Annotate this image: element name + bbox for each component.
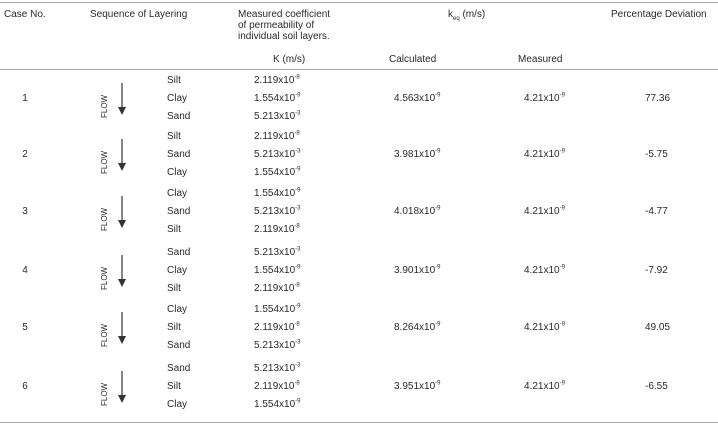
exponent: -9: [559, 380, 565, 387]
mantissa: 2.119x10: [254, 283, 295, 294]
layer-name: Sand: [167, 149, 191, 160]
mantissa: 3.951x10: [394, 381, 436, 392]
flow-label: FLOW: [100, 323, 109, 347]
table-top-rule: [0, 2, 718, 3]
exponent: -8: [294, 380, 300, 387]
calculated-keq: [394, 206, 441, 218]
calculated-keq: [394, 265, 441, 277]
mantissa: 5.213x10: [254, 340, 296, 351]
layer-name: Clay: [167, 265, 188, 276]
table-bottom-rule: [0, 422, 718, 423]
exponent: -9: [295, 92, 301, 99]
mantissa: 4.21x10: [524, 149, 560, 160]
mantissa: 5.213x10: [254, 149, 296, 160]
k-value: [254, 131, 300, 143]
exponent: -9: [435, 380, 441, 387]
mantissa: 3.981x10: [394, 149, 436, 160]
flow-label: FLOW: [100, 382, 109, 406]
exponent: -3: [295, 148, 301, 155]
mantissa: 4.21x10: [524, 206, 560, 217]
exponent: -9: [295, 264, 301, 271]
exponent: -8: [294, 223, 300, 230]
down-arrow-icon: [116, 82, 128, 116]
mantissa: 3.901x10: [394, 265, 436, 276]
layer-name: Clay: [167, 399, 188, 410]
measured-keq: [524, 206, 565, 218]
header-keq-unit: (m/s): [459, 9, 486, 20]
calculated-keq: [394, 149, 441, 161]
k-value: [254, 93, 301, 105]
header-sequence: Sequence of Layering: [90, 9, 188, 20]
exponent: -3: [295, 339, 301, 346]
exponent: -9: [559, 148, 565, 155]
header-measured-coeff: Measured coefficient of permeability of individual soil layers.: [238, 9, 331, 42]
exponent: -8: [294, 74, 300, 81]
calculated-keq: [394, 381, 441, 393]
mantissa: 1.554x10: [254, 265, 296, 276]
exponent: -9: [295, 187, 301, 194]
exponent: -9: [435, 321, 441, 328]
k-value: [254, 247, 301, 259]
layer-name: Sand: [167, 363, 191, 374]
k-value: [254, 399, 301, 411]
exponent: -9: [559, 321, 565, 328]
flow-label: FLOW: [100, 150, 109, 174]
exponent: -3: [295, 362, 301, 369]
exponent: -3: [295, 246, 301, 253]
mantissa: 8.264x10: [394, 322, 436, 333]
percentage-deviation: -4.77: [645, 206, 668, 217]
mantissa: 1.554x10: [254, 93, 296, 104]
header-measured: Measured: [518, 54, 563, 65]
layer-name: Sand: [167, 206, 191, 217]
percentage-deviation: -5.75: [645, 149, 668, 160]
mantissa: 1.554x10: [254, 167, 296, 178]
header-case-no: Case No.: [4, 9, 46, 20]
mantissa: 2.119x10: [254, 381, 295, 392]
mantissa: 4.21x10: [524, 265, 560, 276]
k-value: [254, 322, 300, 334]
flow-label: FLOW: [100, 94, 109, 118]
exponent: -9: [435, 205, 441, 212]
mantissa: 5.213x10: [254, 247, 296, 258]
k-value: [254, 167, 301, 179]
measured-keq: [524, 149, 565, 161]
mantissa: 5.213x10: [254, 206, 296, 217]
layer-name: Clay: [167, 188, 188, 199]
layer-name: Silt: [167, 283, 181, 294]
mantissa: 4.563x10: [394, 93, 436, 104]
measured-keq: [524, 265, 565, 277]
header-pct-dev: Percentage Deviation: [611, 9, 707, 20]
header-keq-sub: eq: [453, 16, 460, 22]
mantissa: 2.119x10: [254, 224, 295, 235]
down-arrow-icon: [116, 138, 128, 172]
exponent: -9: [295, 398, 301, 405]
flow-label: FLOW: [100, 266, 109, 290]
k-value: [254, 224, 300, 236]
layer-name: Silt: [167, 322, 181, 333]
measured-keq: [524, 93, 565, 105]
exponent: -8: [294, 282, 300, 289]
case-number: 6: [22, 381, 28, 392]
mantissa: 2.119x10: [254, 131, 295, 142]
exponent: -9: [435, 264, 441, 271]
case-number: 1: [22, 93, 28, 104]
mantissa: 5.213x10: [254, 363, 296, 374]
case-number: 4: [22, 265, 28, 276]
case-number: 5: [22, 322, 28, 333]
k-value: [254, 111, 301, 123]
percentage-deviation: 49.05: [645, 322, 671, 333]
percentage-deviation: -7.92: [645, 265, 668, 276]
k-value: [254, 206, 301, 218]
mantissa: 2.119x10: [254, 75, 295, 86]
exponent: -9: [559, 205, 565, 212]
k-value: [254, 283, 300, 295]
mantissa: 4.21x10: [524, 322, 560, 333]
k-value: [254, 188, 301, 200]
down-arrow-icon: [116, 311, 128, 345]
exponent: -9: [295, 166, 301, 173]
mantissa: 1.554x10: [254, 188, 296, 199]
layer-name: Sand: [167, 247, 191, 258]
mantissa: 1.554x10: [254, 304, 296, 315]
layer-name: Silt: [167, 381, 181, 392]
mantissa: 4.21x10: [524, 93, 560, 104]
layer-name: Silt: [167, 75, 181, 86]
k-value: [254, 149, 301, 161]
percentage-deviation: -6.55: [645, 381, 668, 392]
exponent: -9: [295, 303, 301, 310]
mantissa: 4.21x10: [524, 381, 560, 392]
exponent: -9: [435, 92, 441, 99]
calculated-keq: [394, 322, 441, 334]
exponent: -9: [435, 148, 441, 155]
mantissa: 5.213x10: [254, 111, 296, 122]
layer-name: Sand: [167, 111, 191, 122]
measured-keq: [524, 322, 565, 334]
mantissa: 4.018x10: [394, 206, 436, 217]
k-value: [254, 363, 301, 375]
layer-name: Clay: [167, 93, 188, 104]
k-value: [254, 340, 301, 352]
k-value: [254, 75, 300, 87]
layer-name: Sand: [167, 340, 191, 351]
exponent: -3: [295, 110, 301, 117]
layer-name: Clay: [167, 304, 188, 315]
exponent: -9: [559, 264, 565, 271]
exponent: -8: [294, 130, 300, 137]
exponent: -3: [295, 205, 301, 212]
case-number: 2: [22, 149, 28, 160]
layer-name: Silt: [167, 131, 181, 142]
header-calculated: Calculated: [389, 54, 437, 65]
down-arrow-icon: [116, 254, 128, 288]
calculated-keq: [394, 93, 441, 105]
down-arrow-icon: [116, 370, 128, 404]
flow-label: FLOW: [100, 207, 109, 231]
exponent: -8: [294, 321, 300, 328]
mantissa: 2.119x10: [254, 322, 295, 333]
exponent: -9: [559, 92, 565, 99]
k-value: [254, 304, 301, 316]
case-number: 3: [22, 206, 28, 217]
header-k-ms: K (m/s): [273, 54, 306, 65]
down-arrow-icon: [116, 195, 128, 229]
header-keq: [448, 9, 485, 21]
percentage-deviation: 77.36: [645, 93, 671, 104]
k-value: [254, 265, 301, 277]
layer-name: Clay: [167, 167, 188, 178]
header-bottom-rule: [0, 69, 718, 70]
mantissa: 1.554x10: [254, 399, 296, 410]
header-keq-k: k: [448, 9, 453, 20]
measured-keq: [524, 381, 565, 393]
k-value: [254, 381, 300, 393]
layer-name: Silt: [167, 224, 181, 235]
